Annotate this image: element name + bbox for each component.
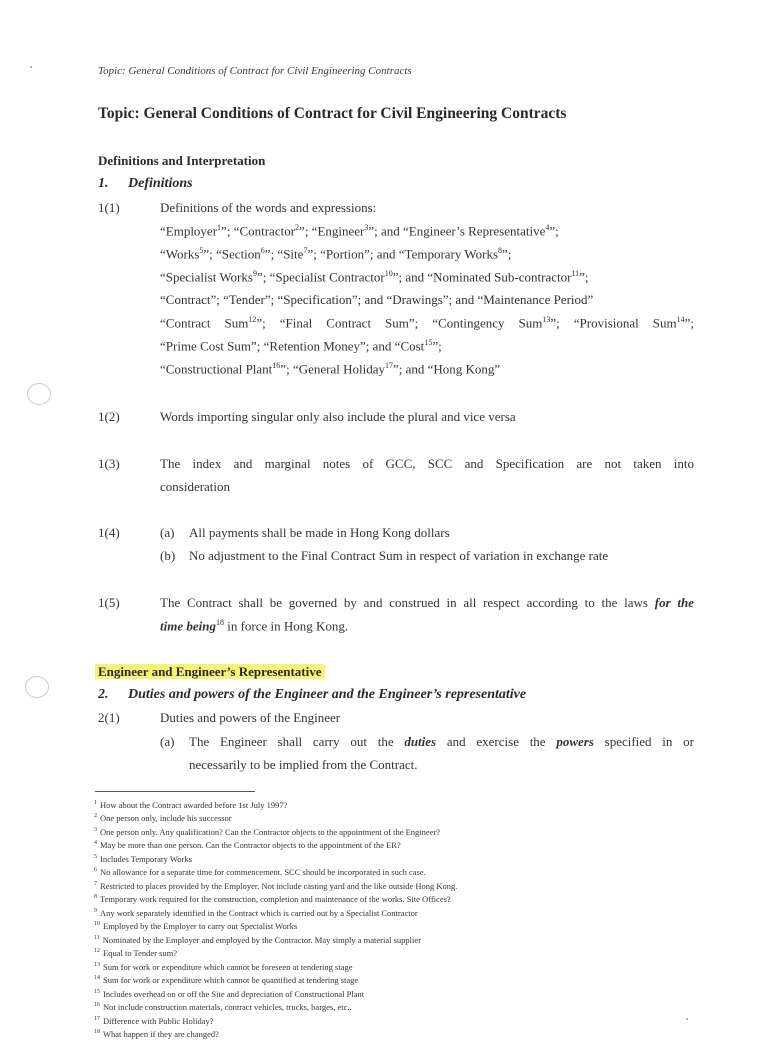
clause-1-1-intro: Definitions of the words and expressions: bbox=[160, 200, 377, 215]
clause-2-number: 2. bbox=[98, 687, 109, 702]
footnote-number: 15 bbox=[94, 988, 100, 995]
clause-1-heading bbox=[98, 176, 193, 192]
footnote-item bbox=[94, 879, 457, 892]
footnote-text: No allowance for a separate time for commencement. SCC should be incorporated in such case. bbox=[100, 867, 426, 878]
punch-hole-mark bbox=[25, 676, 49, 698]
footnote-number: 14 bbox=[94, 975, 100, 982]
clause-1-4-number: 1(4) bbox=[98, 525, 120, 540]
footnote-number: 10 bbox=[94, 921, 100, 928]
footnote-item bbox=[94, 852, 457, 865]
definitions-line-2: “Works$^5$”; “Section$^6$”; “Site$^7$”; “Portion”; and “Temporary Works$^8$”; bbox=[160, 246, 512, 262]
footnote-text: Temporary work required for the construction, completion and maintenance of the works. Site Offices? bbox=[100, 894, 451, 905]
section-heading-definitions: Definitions and Interpretation bbox=[98, 153, 266, 168]
footnote-number: 12 bbox=[94, 948, 100, 955]
clause-1-5-number: 1(5) bbox=[98, 595, 120, 610]
footnote-text: How about the Contract awarded before 1st July 1997? bbox=[100, 799, 288, 810]
clause-1-3-number: 1(3) bbox=[98, 456, 120, 471]
footnote-number: 6 bbox=[94, 867, 97, 874]
footnote-text: Any work separately identified in the Contract which is carried out by a Specialist Contractor bbox=[100, 907, 418, 918]
footnote-number: 18 bbox=[94, 1029, 100, 1036]
footnote-number: 3 bbox=[94, 826, 97, 833]
clause-2-1-a-text-line-1: The Engineer shall carry out the duties and exercise the powers specified in or bbox=[189, 734, 694, 749]
footnote-text: What happen if they are changed? bbox=[103, 1029, 219, 1040]
footnote-text: May be more than one person. Can the Contractor objects to the appointment of the ER? bbox=[100, 840, 401, 851]
clause-1-2-number: 1(2) bbox=[98, 409, 120, 424]
footnote-item bbox=[94, 838, 457, 851]
footnote-text: Difference with Public Holiday? bbox=[103, 1015, 214, 1026]
footnote-text: Employed by the Employer to carry out Specialist Works bbox=[103, 921, 298, 932]
footnote-item bbox=[94, 946, 457, 959]
definitions-line-4: “Contract”; “Tender”; “Specification”; and “Drawings”; and “Maintenance Period” bbox=[160, 292, 594, 307]
definitions-line-1: “Employer$^1$”; “Contractor$^2$”; “Engineer$^3$”; and “Engineer’s Representative$^4$”; bbox=[160, 223, 559, 239]
clause-1-4-b-text: No adjustment to the Final Contract Sum in respect of variation in exchange rate bbox=[189, 548, 609, 563]
clause-1-3-text-line-2: consideration bbox=[160, 479, 231, 494]
clause-1-4-a-label: (a) bbox=[160, 525, 175, 540]
clause-1-title: Definitions bbox=[128, 176, 193, 191]
clause-2-1-number: 2(1) bbox=[98, 710, 120, 725]
page-title: Topic: General Conditions of Contract for Civil Engineering Contracts bbox=[98, 105, 567, 122]
footnote-text: Includes Temporary Works bbox=[100, 853, 192, 864]
highlighted-heading: Engineer and Engineer’s Representative bbox=[95, 664, 325, 679]
definitions-line-7: “Constructional Plant$^{16}$”; “General Holiday$^{17}$”; and “Hong Kong” bbox=[160, 361, 501, 377]
footnote-text: Includes overhead on or off the Site and depreciation of Constructional Plant bbox=[103, 988, 365, 999]
clause-1-2-text: Words importing singular only also include the plural and vice versa bbox=[160, 409, 516, 424]
footnote-text: Sum for work or expenditure which cannot be quantified at tendering stage bbox=[103, 975, 359, 986]
footnote-number: 4 bbox=[94, 840, 97, 847]
footnote-text: One person only, include his successor bbox=[100, 813, 232, 824]
footnote-separator bbox=[95, 791, 255, 792]
clause-2-1-text: Duties and powers of the Engineer bbox=[160, 710, 341, 725]
footnote-item bbox=[94, 973, 457, 986]
clause-1-3-text-line-1: The index and marginal notes of GCC, SCC and Specification are not taken into bbox=[160, 456, 694, 471]
punch-hole-mark bbox=[27, 383, 51, 405]
footnote-item bbox=[94, 892, 457, 905]
footnote-number: 9 bbox=[94, 907, 97, 914]
footnote-item bbox=[94, 1027, 457, 1040]
footnote-number: 5 bbox=[94, 853, 97, 860]
footnote-item bbox=[94, 960, 457, 973]
footnote-number: 13 bbox=[94, 961, 100, 968]
section-heading-engineer bbox=[98, 664, 325, 680]
scan-speck bbox=[686, 1018, 688, 1020]
clause-2-heading bbox=[98, 687, 526, 703]
definitions-line-6: “Prime Cost Sum”; “Retention Money”; and “Cost$^{15}$”; bbox=[160, 338, 442, 354]
scan-speck bbox=[30, 66, 32, 68]
definitions-line-3: “Specialist Works$^9$”; “Specialist Contractor$^{10}$”; and “Nominated Sub-contractor$^{11}$”; bbox=[160, 269, 589, 285]
footnote-text: Not include construction materials, contract vehicles, trucks, barges, etc.. bbox=[103, 1002, 352, 1013]
clause-1-4-a-text: All payments shall be made in Hong Kong dollars bbox=[189, 525, 450, 540]
clause-1-5-text-line-1: The Contract shall be governed by and construed in all respect according to the laws for the bbox=[160, 595, 695, 610]
clause-2-title: Duties and powers of the Engineer and the Engineer’s representative bbox=[128, 687, 527, 702]
clause-2-1-a-label: (a) bbox=[160, 734, 175, 749]
clause-1-number: 1. bbox=[98, 176, 109, 191]
footnote-item bbox=[94, 987, 457, 1000]
footnote-text: Nominated by the Employer and employed by the Contractor. May simply a material supplier bbox=[102, 934, 421, 945]
footnote-text: Sum for work or expenditure which cannot be foreseen at tendering stage bbox=[103, 961, 353, 972]
footnote-item bbox=[94, 811, 457, 824]
footnote-number: 7 bbox=[94, 880, 97, 887]
footnote-item bbox=[94, 906, 457, 919]
footnote-item bbox=[94, 1014, 457, 1027]
footnote-item bbox=[94, 865, 457, 878]
footnote-item bbox=[94, 933, 457, 946]
running-header: Topic: General Conditions of Contract for Civil Engineering Contracts bbox=[98, 65, 412, 77]
footnote-item bbox=[94, 1000, 457, 1013]
footnote-number: 11 bbox=[94, 934, 100, 941]
footnotes-list bbox=[94, 798, 457, 1041]
definitions-line-5: “Contract Sum$^{12}$”; “Final Contract Sum”; “Contingency Sum$^{13}$”; “Provisional Sum$^{14}$”; bbox=[160, 315, 694, 331]
clause-1-1-number: 1(1) bbox=[98, 200, 120, 215]
footnote-number: 8 bbox=[94, 894, 97, 901]
footnote-text: Restricted to places provided by the Employer. Not include casting yard and the like outside Hong Kong. bbox=[100, 880, 458, 891]
footnote-number: 2 bbox=[94, 813, 97, 820]
footnote-item bbox=[94, 825, 457, 838]
footnote-item bbox=[94, 798, 457, 811]
footnote-text: One person only. Any qualification? Can the Contractor objects to the appointment of the Engineer? bbox=[100, 826, 441, 837]
clause-1-5-text-line-2: time being$^{18}$ in force in Hong Kong. bbox=[160, 618, 349, 634]
footnote-number: 1 bbox=[94, 800, 97, 806]
footnote-item bbox=[94, 919, 457, 932]
clause-1-4-b-label: (b) bbox=[160, 548, 176, 563]
footnote-number: 17 bbox=[94, 1015, 100, 1022]
clause-2-1-a-text-line-2: necessarily to be implied from the Contract. bbox=[189, 757, 418, 772]
footnote-text: Equal to Tender sum? bbox=[103, 948, 178, 959]
footnote-number: 16 bbox=[94, 1002, 100, 1009]
